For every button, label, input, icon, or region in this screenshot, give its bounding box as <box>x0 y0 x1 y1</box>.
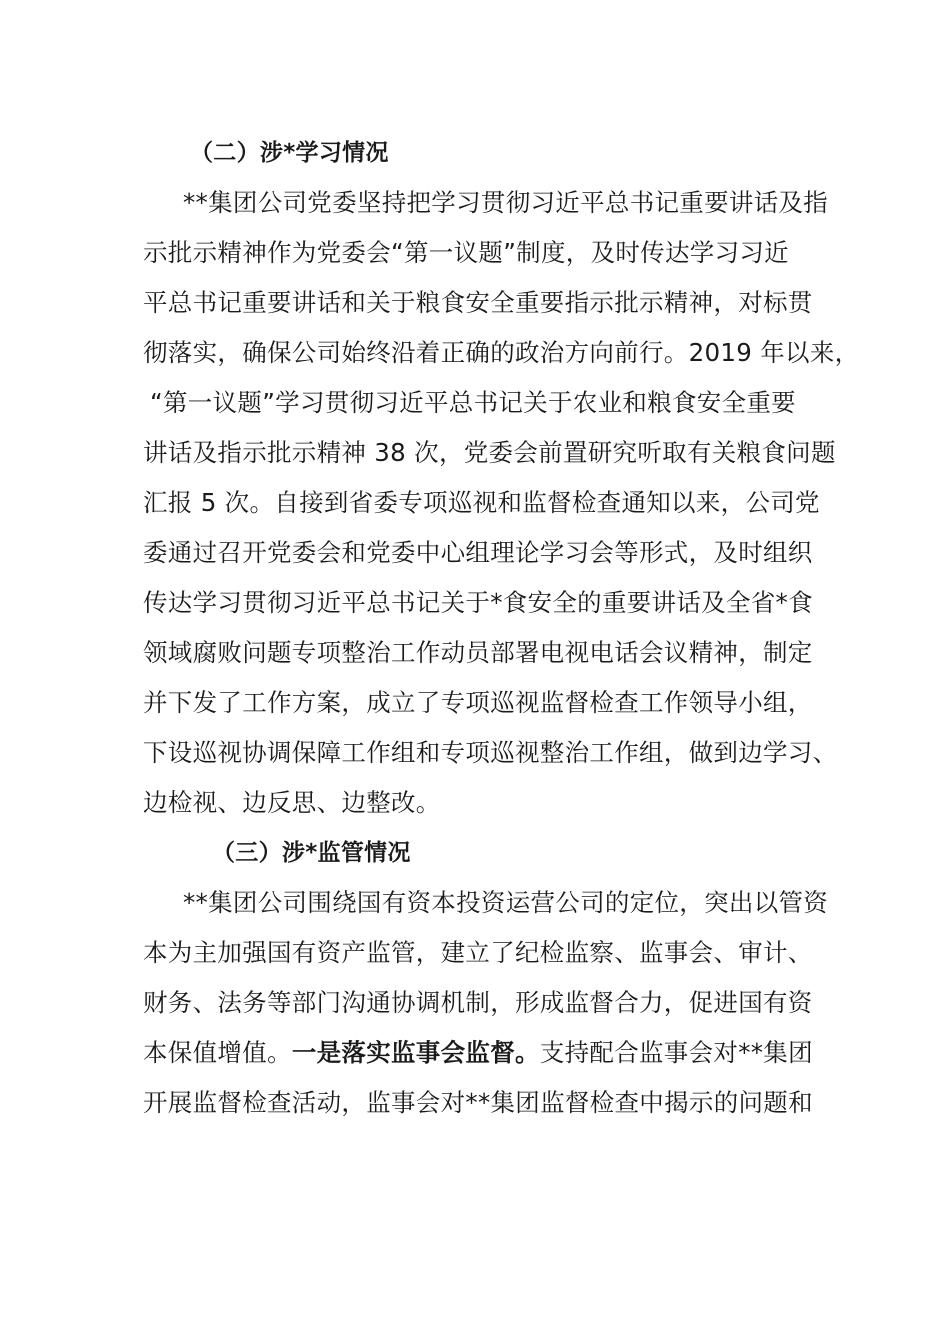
paragraph-text: 支持配合监事会对**集团 <box>539 1038 813 1067</box>
paragraph-line: 财务、法务等部门沟通协调机制，形成监督合力，促进国有资 <box>143 988 813 1017</box>
paragraph-line: 本为主加强国有资产监管，建立了纪检监察、监事会、审计、 <box>143 938 813 967</box>
paragraph-line: **集团公司党委坚持把学习贯彻习近平总书记重要讲话及指 <box>183 188 829 217</box>
paragraph-line: 下设巡视协调保障工作组和专项巡视整治工作组，做到边学习、 <box>143 738 838 767</box>
bold-lead-phrase: 一是落实监事会监督。 <box>291 1038 540 1067</box>
section-heading-supervision: （三）涉*监管情况 <box>212 840 411 866</box>
paragraph-line: 讲话及指示批示精神 38 次，党委会前置研究听取有关粮食问题 <box>143 438 836 467</box>
paragraph-line: 汇报 5 次。自接到省委专项巡视和监督检查通知以来，公司党 <box>143 488 820 517</box>
paragraph-line: 平总书记重要讲话和关于粮食安全重要指示批示精神，对标贯 <box>143 288 813 317</box>
paragraph-text: 本保值增值。 <box>143 1038 292 1067</box>
paragraph-line: **集团公司围绕国有资本投资运营公司的定位，突出以管资 <box>183 888 829 917</box>
paragraph-line: 领域腐败问题专项整治工作动员部署电视电话会议精神，制定 <box>143 638 813 667</box>
paragraph-line: 示批示精神作为党委会“第一议题”制度，及时传达学习习近 <box>143 238 789 267</box>
paragraph-line: “第一议题”学习贯彻习近平总书记关于农业和粮食安全重要 <box>150 388 796 417</box>
paragraph-line: 边检视、边反思、边整改。 <box>143 788 441 817</box>
paragraph-line: 并下发了工作方案，成立了专项巡视监督检查工作领导小组， <box>143 688 813 717</box>
section-heading-study: （二）涉*学习情况 <box>190 140 389 166</box>
paragraph-line: 彻落实，确保公司始终沿着正确的政治方向前行。2019 年以来， <box>143 338 860 367</box>
paragraph-line: 传达学习贯彻习近平总书记关于*食安全的重要讲话及全省*食 <box>143 588 813 617</box>
paragraph-line: 委通过召开党委会和党委中心组理论学习会等形式，及时组织 <box>143 538 813 567</box>
paragraph-line: 开展监督检查活动，监事会对**集团监督检查中揭示的问题和 <box>143 1088 813 1117</box>
paragraph-line <box>143 1036 823 1070</box>
